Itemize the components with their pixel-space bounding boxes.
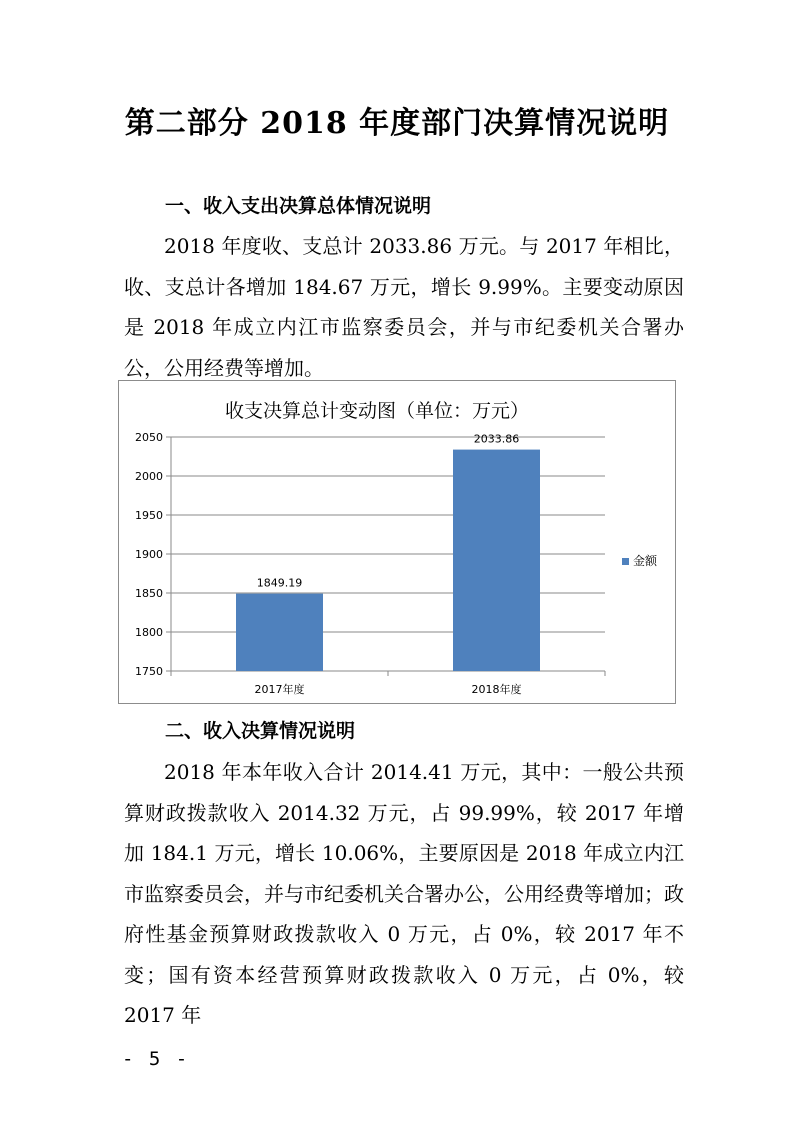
y-tick-label: 1950 (135, 509, 163, 522)
y-tick-label: 1800 (135, 626, 163, 639)
legend-swatch (622, 558, 629, 565)
chart-title: 收支决算总计变动图（单位：万元） (224, 400, 530, 422)
section-paragraph-1-text: 2018 年度收、支总计 2033.86 万元。与 2017 年相比，收、支总计各增加 184.67 万元，增长 9.99%。主要变动原因是 2018 年成立内江市监察委员会，并与市纪委机关合署办公，公用经费等增加。 (124, 234, 684, 380)
section-paragraph-2-text: 2018 年本年收入合计 2014.41 万元，其中：一般公共预算财政拨款收入 2014.32 万元，占 99.99%，较 2017 年增加 184.1 万元，增长 10.06%，主要原因是 2018 年成立内江市监察委员会，并与市纪委机关合署办公，公用经费等增加；政府性基金预算财政拨款收入 0 万元，占 0%，较 2017 年不变；国有资本经营预算财政拨款收入 0 万元，占 0%，较 2017 年 (124, 760, 684, 1027)
page-title: 第二部分 2018 年度部门决算情况说明 (124, 106, 670, 141)
bars (236, 433, 540, 671)
bar-chart (118, 380, 676, 704)
page-number: - 5 - (122, 1048, 190, 1070)
section-paragraph-1 (124, 226, 684, 388)
bar-chart-svg (119, 381, 675, 703)
x-tick-label: 2018年度 (471, 683, 522, 696)
legend (622, 553, 658, 568)
x-tick-label: 2017年度 (254, 683, 305, 696)
data-label: 2033.86 (473, 432, 520, 446)
section-paragraph-2 (124, 752, 684, 1036)
y-tick-label: 2050 (135, 431, 163, 444)
legend-label: 金额 (633, 554, 658, 568)
section-heading-1: 一、收入支出决算总体情况说明 (165, 195, 432, 217)
y-tick-label: 2000 (135, 470, 163, 483)
y-tick-label: 1850 (135, 587, 163, 600)
y-tick-label: 1900 (135, 548, 163, 561)
bar-2017年度 (236, 594, 323, 671)
section-heading-2: 二、收入决算情况说明 (165, 720, 356, 742)
bar-2018年度 (453, 450, 540, 671)
y-tick-label: 1750 (135, 665, 163, 678)
data-label: 1849.19 (256, 576, 303, 590)
